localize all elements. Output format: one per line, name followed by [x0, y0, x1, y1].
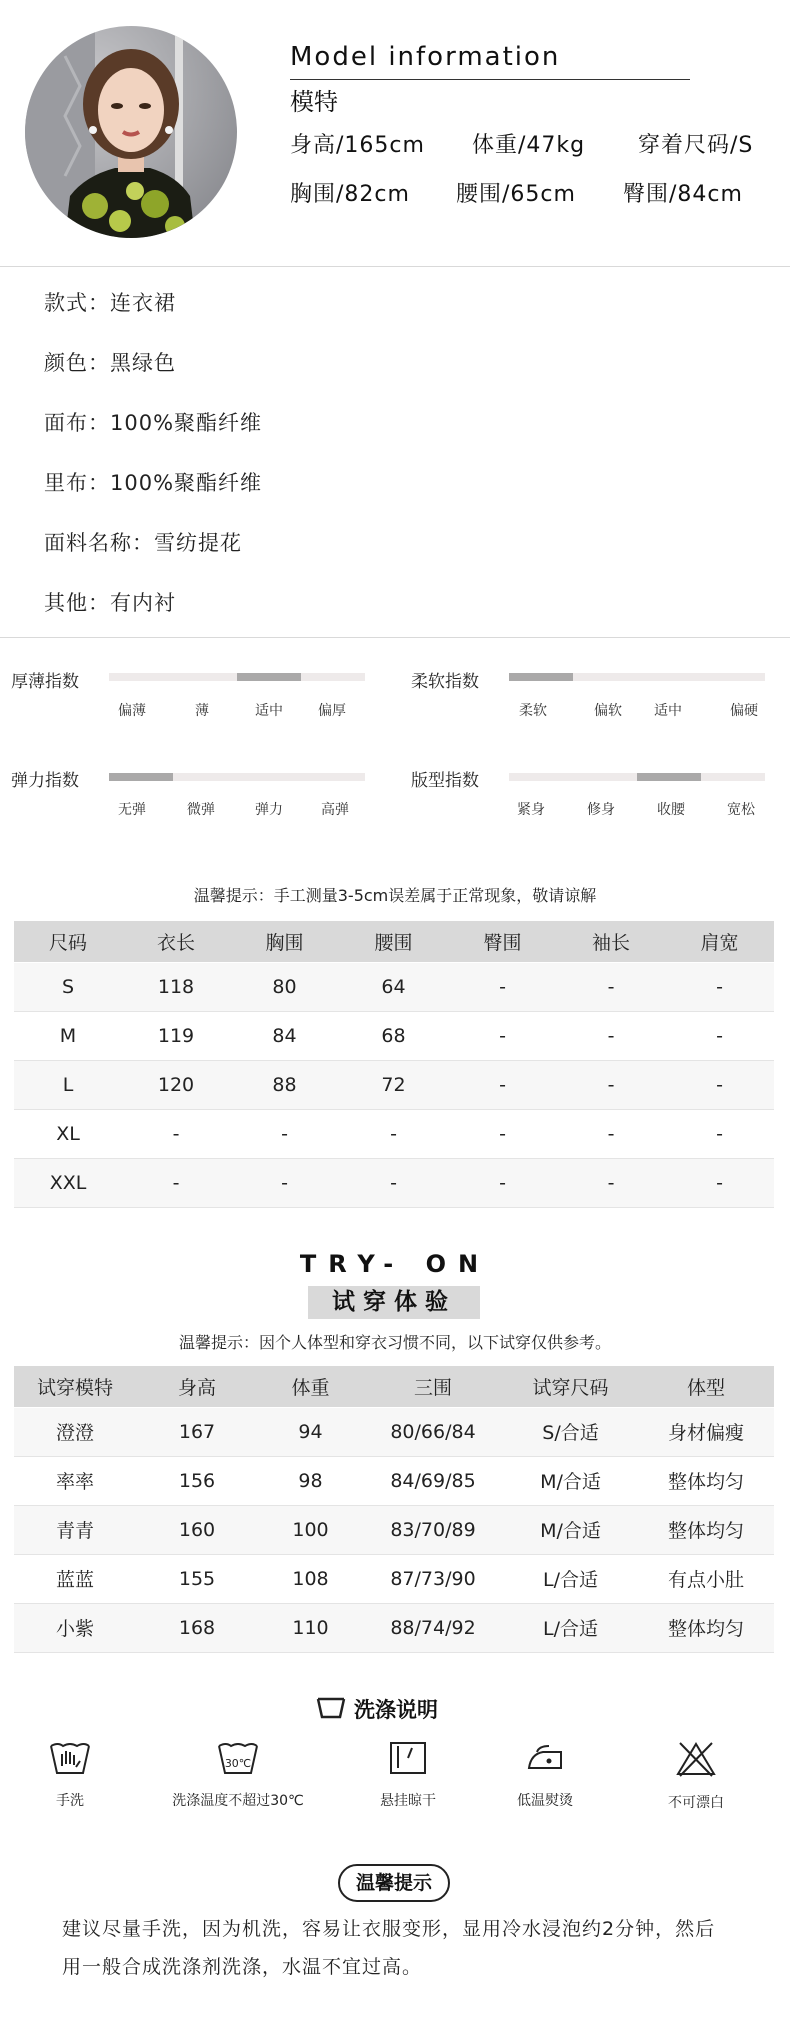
table-cell: M/合适 — [503, 1505, 638, 1554]
column-header: 试穿模特 — [14, 1366, 136, 1407]
notice-text — [62, 1910, 742, 1986]
table-cell: 155 — [136, 1554, 258, 1603]
section-divider — [0, 266, 790, 267]
table-cell: - — [448, 962, 557, 1011]
index-tick: 修身 — [587, 802, 615, 818]
table-row — [14, 1158, 774, 1207]
table-cell: - — [557, 1158, 665, 1207]
table-row — [14, 1109, 774, 1158]
column-header: 试穿尺码 — [503, 1366, 638, 1407]
model-weight: 体重/47kg — [472, 133, 586, 158]
index-fill — [637, 773, 701, 781]
size-table — [14, 921, 774, 1208]
table-cell: 整体均匀 — [638, 1456, 774, 1505]
table-cell: L — [14, 1060, 122, 1109]
wash-title: 洗涤说明 — [354, 1698, 438, 1722]
column-header: 衣长 — [122, 921, 230, 962]
wash-label: 手洗 — [56, 1793, 84, 1809]
table-cell: 87/73/90 — [363, 1554, 503, 1603]
table-cell: - — [448, 1109, 557, 1158]
model-waist: 腰围/65cm — [456, 182, 576, 207]
hand-wash-icon — [0, 1740, 145, 1776]
index-tick: 无弹 — [118, 802, 146, 818]
index-tick: 宽松 — [727, 802, 755, 818]
table-cell: - — [665, 1060, 774, 1109]
table-cell: - — [557, 1109, 665, 1158]
table-cell: 160 — [136, 1505, 258, 1554]
wash-30-icon — [163, 1740, 313, 1776]
model-avatar — [25, 26, 237, 238]
wash-item-no-bleach — [621, 1740, 771, 1812]
column-header: 肩宽 — [665, 921, 774, 962]
table-cell: 98 — [258, 1456, 363, 1505]
table-cell: - — [230, 1109, 339, 1158]
tryon-table-header — [14, 1366, 774, 1407]
index-track — [109, 773, 365, 781]
iron-low-icon — [470, 1740, 620, 1776]
column-header: 胸围 — [230, 921, 339, 962]
table-row — [14, 1456, 774, 1505]
index-tick: 偏软 — [594, 703, 622, 719]
index-tick: 适中 — [654, 703, 682, 719]
wash-item-hand-wash — [0, 1740, 145, 1810]
table-cell: - — [230, 1158, 339, 1207]
table-cell: - — [665, 962, 774, 1011]
table-cell: 68 — [339, 1011, 448, 1060]
table-cell: XXL — [14, 1158, 122, 1207]
index-track — [109, 673, 365, 681]
index-label: 柔软指数 — [411, 672, 479, 692]
table-cell: 88/74/92 — [363, 1603, 503, 1652]
table-cell: - — [665, 1158, 774, 1207]
table-cell: 84/69/85 — [363, 1456, 503, 1505]
table-cell: - — [448, 1060, 557, 1109]
size-table-tip: 温馨提示：手工测量3-5cm误差属于正常现象，敬请谅解 — [193, 886, 597, 905]
index-tick: 柔软 — [519, 703, 547, 719]
wash-item-iron — [470, 1740, 620, 1810]
table-cell: - — [557, 962, 665, 1011]
attr-other: 其他：有内衬 — [44, 591, 176, 615]
table-cell: S/合适 — [503, 1407, 638, 1456]
size-table-header — [14, 921, 774, 962]
table-cell: 167 — [136, 1407, 258, 1456]
table-cell: 110 — [258, 1603, 363, 1652]
table-cell: - — [339, 1158, 448, 1207]
table-cell: - — [448, 1158, 557, 1207]
wash-item-hang-dry — [333, 1740, 483, 1810]
table-row — [14, 1603, 774, 1652]
model-size: 穿着尺码/S — [638, 133, 754, 158]
table-cell: L/合适 — [503, 1603, 638, 1652]
attr-color: 颜色：黑绿色 — [44, 351, 176, 375]
attr-shell-fabric: 面布：100%聚酯纤维 — [44, 411, 263, 435]
wash-label: 洗涤温度不超过30℃ — [172, 1793, 304, 1809]
index-tick: 偏厚 — [318, 703, 346, 719]
table-cell: 小紫 — [14, 1603, 136, 1652]
table-row — [14, 1060, 774, 1109]
table-cell: - — [557, 1011, 665, 1060]
wash-label: 悬挂晾干 — [380, 1793, 436, 1809]
column-header: 身高 — [136, 1366, 258, 1407]
wash-label: 低温熨烫 — [517, 1793, 573, 1809]
table-row — [14, 1407, 774, 1456]
table-cell: 88 — [230, 1060, 339, 1109]
table-cell: 率率 — [14, 1456, 136, 1505]
column-header: 体重 — [258, 1366, 363, 1407]
table-cell: 168 — [136, 1603, 258, 1652]
table-cell: M — [14, 1011, 122, 1060]
notice-line: 用一般合成洗涤剂洗涤，水温不宜过高。 — [62, 1956, 423, 1978]
tryon-tip: 温馨提示：因个人体型和穿衣习惯不同，以下试穿仅供参考。 — [178, 1333, 611, 1352]
model-hip: 臀围/84cm — [623, 182, 743, 207]
table-cell: 119 — [122, 1011, 230, 1060]
table-row — [14, 1554, 774, 1603]
tryon-title-cn: 试穿体验 — [308, 1286, 480, 1319]
column-header: 臀围 — [448, 921, 557, 962]
index-fill — [109, 773, 173, 781]
index-tick: 收腰 — [657, 802, 685, 818]
index-track — [509, 773, 765, 781]
index-tick: 适中 — [255, 703, 283, 719]
table-cell: L/合适 — [503, 1554, 638, 1603]
table-cell: 身材偏瘦 — [638, 1407, 774, 1456]
index-fill — [509, 673, 573, 681]
model-bust: 胸围/82cm — [290, 182, 410, 207]
index-tick: 弹力 — [255, 802, 283, 818]
table-cell: 有点小肚 — [638, 1554, 774, 1603]
model-info-title: Model information — [290, 42, 561, 72]
table-cell: 156 — [136, 1456, 258, 1505]
notice-line: 建议尽量手洗，因为机洗，容易让衣服变形，显用冷水浸泡约2分钟，然后 — [62, 1918, 716, 1940]
table-cell: 120 — [122, 1060, 230, 1109]
column-header: 体型 — [638, 1366, 774, 1407]
table-cell: 整体均匀 — [638, 1505, 774, 1554]
table-cell: 118 — [122, 962, 230, 1011]
hang-dry-icon — [333, 1740, 483, 1776]
table-cell: 青青 — [14, 1505, 136, 1554]
no-bleach-icon — [621, 1740, 771, 1778]
index-tick: 薄 — [195, 703, 209, 719]
attr-lining: 里布：100%聚酯纤维 — [44, 471, 263, 495]
column-header: 腰围 — [339, 921, 448, 962]
table-cell: 72 — [339, 1060, 448, 1109]
index-fill — [237, 673, 301, 681]
table-cell: 84 — [230, 1011, 339, 1060]
table-cell: XL — [14, 1109, 122, 1158]
table-cell: - — [665, 1109, 774, 1158]
table-row — [14, 1011, 774, 1060]
index-tick: 微弹 — [187, 802, 215, 818]
index-label: 厚薄指数 — [11, 672, 79, 692]
index-label: 弹力指数 — [11, 771, 79, 791]
wash-label: 不可漂白 — [668, 1795, 724, 1811]
column-header: 袖长 — [557, 921, 665, 962]
table-cell: - — [557, 1060, 665, 1109]
table-cell: 80 — [230, 962, 339, 1011]
table-cell: 整体均匀 — [638, 1603, 774, 1652]
table-cell: 94 — [258, 1407, 363, 1456]
tryon-table — [14, 1366, 774, 1653]
table-row — [14, 962, 774, 1011]
table-cell: 蓝蓝 — [14, 1554, 136, 1603]
notice-badge: 温馨提示 — [338, 1864, 450, 1902]
table-cell: M/合适 — [503, 1456, 638, 1505]
attr-fabric-name: 面料名称：雪纺提花 — [44, 531, 242, 555]
wash-basin-icon — [316, 1695, 346, 1725]
table-cell: 64 — [339, 962, 448, 1011]
table-cell: 100 — [258, 1505, 363, 1554]
attr-style: 款式：连衣裙 — [44, 291, 176, 315]
table-cell: 80/66/84 — [363, 1407, 503, 1456]
index-tick: 偏薄 — [118, 703, 146, 719]
table-cell: - — [339, 1109, 448, 1158]
model-info-divider — [290, 79, 690, 80]
table-cell: - — [122, 1158, 230, 1207]
tryon-title-en: TRY- ON — [299, 1250, 491, 1278]
table-cell: S — [14, 962, 122, 1011]
table-cell: 澄澄 — [14, 1407, 136, 1456]
index-tick: 偏硬 — [730, 703, 758, 719]
table-row — [14, 1505, 774, 1554]
column-header: 三围 — [363, 1366, 503, 1407]
index-track — [509, 673, 765, 681]
section-divider — [0, 637, 790, 638]
model-height: 身高/165cm — [290, 133, 425, 158]
table-cell: - — [665, 1011, 774, 1060]
column-header: 尺码 — [14, 921, 122, 962]
index-tick: 高弹 — [321, 802, 349, 818]
table-cell: 83/70/89 — [363, 1505, 503, 1554]
index-label: 版型指数 — [411, 771, 479, 791]
index-tick: 紧身 — [517, 802, 545, 818]
wash-item-temperature — [163, 1740, 313, 1810]
model-info-subtitle: 模特 — [290, 88, 338, 116]
table-cell: - — [122, 1109, 230, 1158]
wash-temperature-badge: 30℃ — [224, 1757, 252, 1770]
table-cell: - — [448, 1011, 557, 1060]
table-cell: 108 — [258, 1554, 363, 1603]
